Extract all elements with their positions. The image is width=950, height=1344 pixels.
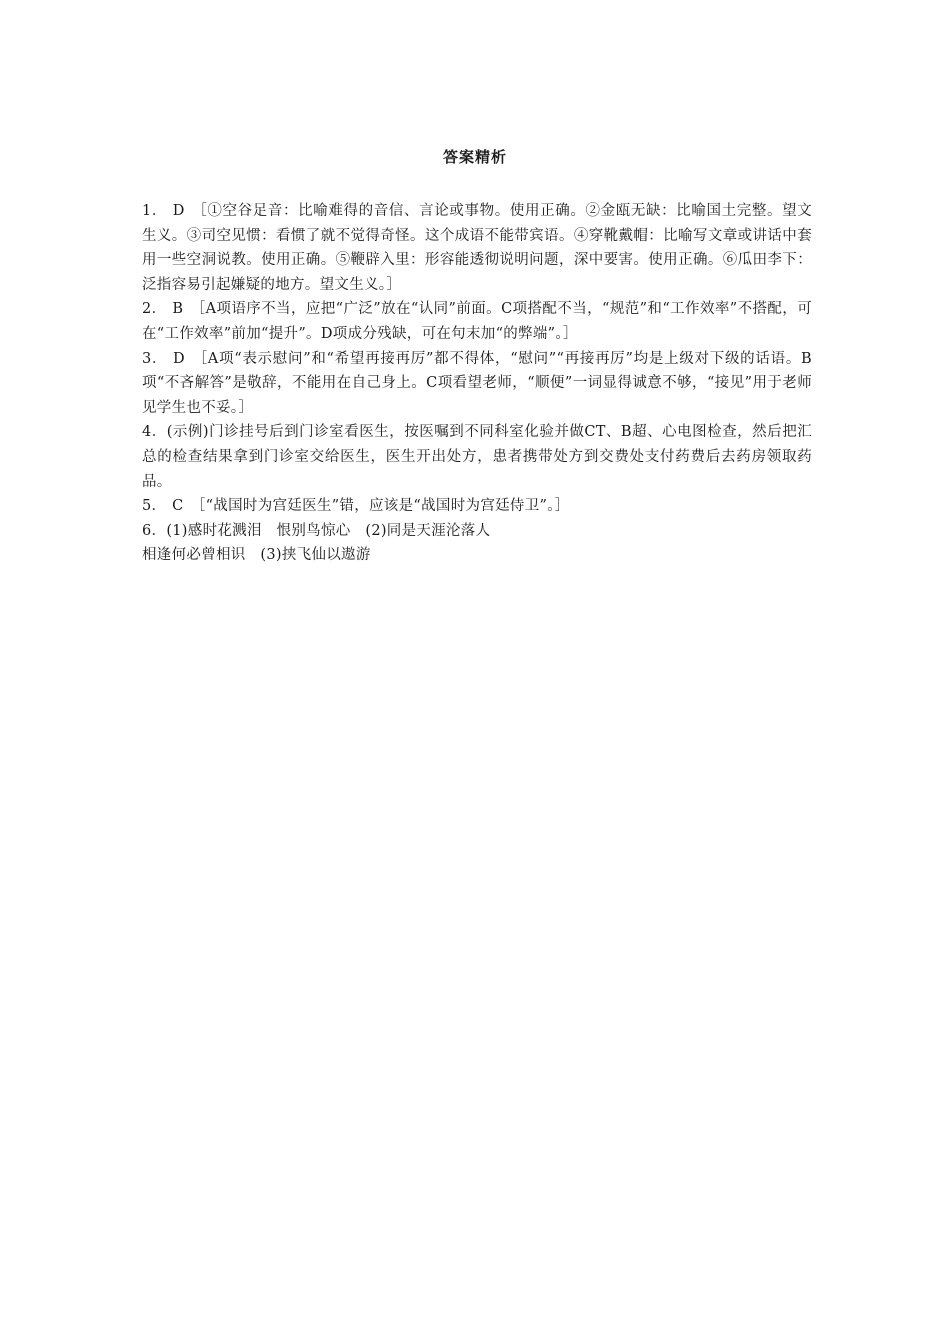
answer-explanation: (示例)门诊挂号后到门诊室看医生，按医嘱到不同科室化验并做CT、B超、心电图检查，然后把汇总的检查结果拿到门诊室交给医生，医生开出处方，患者携带处方到交费处支付药费后去药房领取药品。 (142, 424, 812, 490)
answer-number: 2． (142, 301, 167, 318)
answer-explanation: (1)感时花溅泪 恨别鸟惊心 (2)同是天涯沦落人 (166, 522, 491, 539)
answer-number: 4． (142, 424, 167, 441)
answer-explanation: ［A项“表示慰问”和“希望再接再厉”都不得体，“慰问”“再接再厉”均是上级对下级的话语。B项“不吝解答”是敬辞，不能用在自己身上。C项看望老师，“顺便”一词显得诚意不够，“接见”用于老师见学生也不妥。］ (142, 350, 812, 416)
answer-item-4 (142, 420, 812, 494)
answer-number: 1． (142, 203, 167, 219)
answer-item-2 (142, 297, 812, 346)
answer-number: 5． (142, 498, 167, 515)
answer-choice: D (172, 350, 185, 367)
answer-item-5 (142, 494, 812, 519)
answer-item-1 (142, 199, 812, 297)
answer-explanation: ［A项语序不当，应把“广泛”放在“认同”前面。C项搭配不当，“规范”和“工作效率”不搭配，可在“工作效率”前加“提升”。D项成分残缺，可在句末加“的弊端”。］ (142, 301, 813, 342)
page-title: 答案精析 (442, 148, 507, 166)
answer-item-3 (142, 347, 812, 421)
answer-explanation: ［①空谷足音：比喻难得的音信、言论或事物。使用正确。②金瓯无缺：比喻国土完整。望文生义。③司空见惯：看惯了就不觉得奇怪。这个成语不能带宾语。④穿靴戴帽：比喻写文章或讲话中套用一些空洞说教。使用正确。⑤鞭辟入里：形容能透彻说明问题，深中要害。使用正确。⑥瓜田李下：泛指容易引起嫌疑的地方。望文生义。］ (142, 203, 813, 293)
answer-item-6-continuation: 相逢何必曾相识 (3)挟飞仙以遨游 (142, 547, 371, 564)
answer-choice: C (172, 498, 184, 515)
answer-choice: D (172, 203, 185, 219)
answer-item-6 (142, 519, 812, 544)
answer-choice: B (172, 301, 184, 318)
answer-explanation: ［“战国时为宫廷医生”错，应该是“战国时为宫廷侍卫”。］ (190, 498, 570, 515)
answer-list (142, 199, 812, 568)
answer-number: 6． (142, 522, 167, 539)
answer-number: 3． (142, 350, 168, 367)
